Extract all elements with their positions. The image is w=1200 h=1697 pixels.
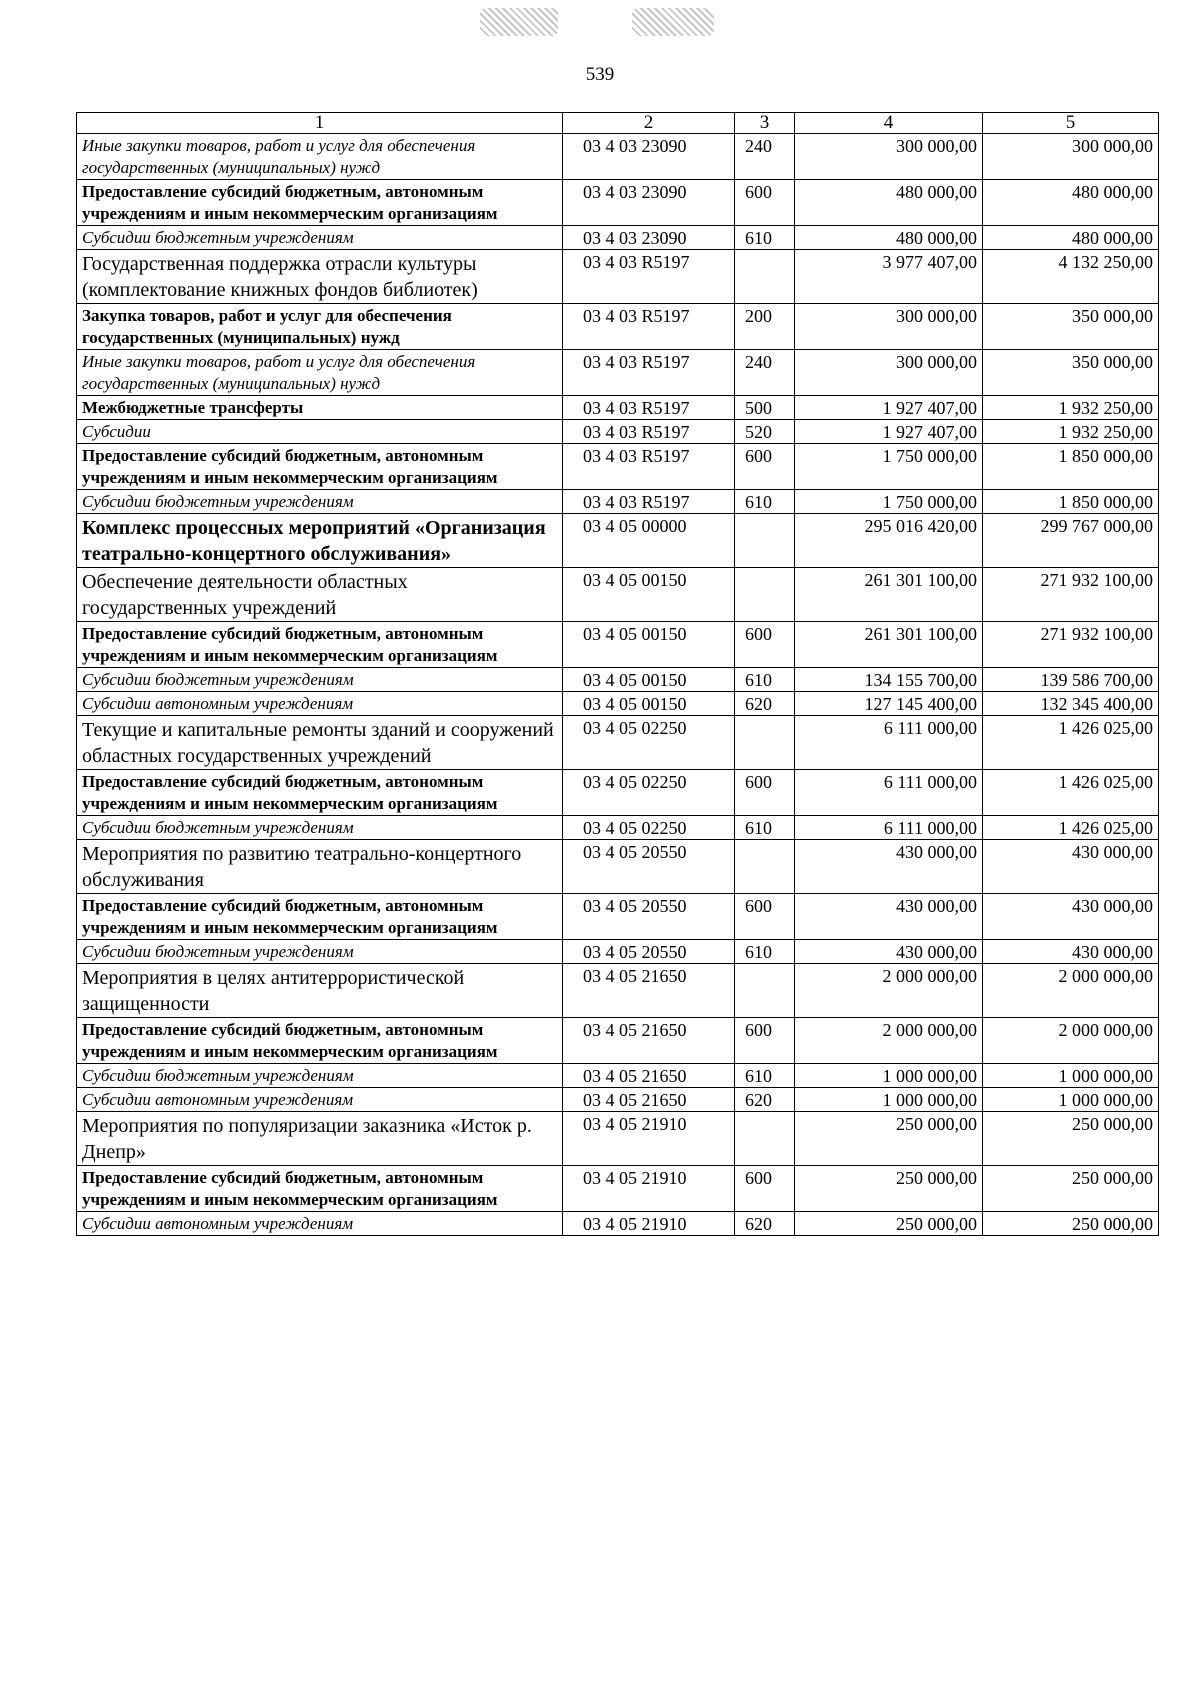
row-type-cell: 240: [735, 134, 795, 180]
row-amount-1-cell: 300 000,00: [795, 304, 983, 350]
row-code-cell: 03 4 05 20550: [563, 840, 735, 894]
table-row: [77, 350, 1159, 396]
row-type-cell: 620: [735, 1212, 795, 1236]
row-type-cell: 200: [735, 304, 795, 350]
row-type-cell: 620: [735, 692, 795, 716]
row-type-cell: 600: [735, 770, 795, 816]
row-amount-2-cell: 299 767 000,00: [983, 514, 1159, 568]
row-code-cell: 03 4 03 R5197: [563, 490, 735, 514]
row-name-cell: Субсидии автономным учреждениям: [77, 692, 563, 716]
row-amount-1-cell: 1 927 407,00: [795, 396, 983, 420]
table-row: [77, 490, 1159, 514]
row-amount-1-cell: 3 977 407,00: [795, 250, 983, 304]
row-amount-1-cell: 127 145 400,00: [795, 692, 983, 716]
row-amount-2-cell: 250 000,00: [983, 1166, 1159, 1212]
row-amount-2-cell: 480 000,00: [983, 226, 1159, 250]
column-header: 5: [983, 113, 1159, 134]
table-body: [77, 113, 1159, 1236]
row-amount-1-cell: 1 000 000,00: [795, 1064, 983, 1088]
row-amount-2-cell: 271 932 100,00: [983, 568, 1159, 622]
row-name-cell: Мероприятия в целях антитеррористической защищенности: [77, 964, 563, 1018]
row-amount-2-cell: 1 426 025,00: [983, 770, 1159, 816]
row-type-cell: 600: [735, 894, 795, 940]
row-code-cell: 03 4 05 00150: [563, 568, 735, 622]
table-row: [77, 1212, 1159, 1236]
row-amount-2-cell: 2 000 000,00: [983, 964, 1159, 1018]
row-amount-2-cell: 271 932 100,00: [983, 622, 1159, 668]
row-name-cell: Иные закупки товаров, работ и услуг для обеспечения государственных (муниципальных) нужд: [77, 134, 563, 180]
row-amount-2-cell: 1 000 000,00: [983, 1064, 1159, 1088]
table-row: [77, 964, 1159, 1018]
column-header: 4: [795, 113, 983, 134]
table-row: [77, 840, 1159, 894]
column-header: 3: [735, 113, 795, 134]
row-amount-1-cell: 250 000,00: [795, 1112, 983, 1166]
row-name-cell: Мероприятия по развитию театрально-концертного обслуживания: [77, 840, 563, 894]
row-name-cell: Субсидии бюджетным учреждениям: [77, 816, 563, 840]
row-amount-1-cell: 2 000 000,00: [795, 964, 983, 1018]
row-type-cell: 610: [735, 490, 795, 514]
row-amount-2-cell: 1 426 025,00: [983, 716, 1159, 770]
row-type-cell: 610: [735, 226, 795, 250]
table-row: [77, 1018, 1159, 1064]
row-amount-2-cell: 300 000,00: [983, 134, 1159, 180]
row-name-cell: Субсидии бюджетным учреждениям: [77, 1064, 563, 1088]
table-row: [77, 940, 1159, 964]
row-name-cell: Обеспечение деятельности областных государственных учреждений: [77, 568, 563, 622]
table-row: [77, 1064, 1159, 1088]
row-name-cell: Предоставление субсидий бюджетным, автономным учреждениям и иным некоммерческим организациям: [77, 770, 563, 816]
row-amount-2-cell: 132 345 400,00: [983, 692, 1159, 716]
row-code-cell: 03 4 05 20550: [563, 894, 735, 940]
column-header: 2: [563, 113, 735, 134]
row-amount-1-cell: 6 111 000,00: [795, 816, 983, 840]
row-type-cell: 610: [735, 940, 795, 964]
row-code-cell: 03 4 03 23090: [563, 180, 735, 226]
row-name-cell: Мероприятия по популяризации заказника «Исток р. Днепр»: [77, 1112, 563, 1166]
row-amount-1-cell: 480 000,00: [795, 226, 983, 250]
row-type-cell: [735, 568, 795, 622]
row-code-cell: 03 4 03 R5197: [563, 420, 735, 444]
row-code-cell: 03 4 05 21650: [563, 1064, 735, 1088]
row-name-cell: Субсидии бюджетным учреждениям: [77, 668, 563, 692]
row-amount-1-cell: 250 000,00: [795, 1166, 983, 1212]
row-amount-1-cell: 1 000 000,00: [795, 1088, 983, 1112]
row-code-cell: 03 4 03 R5197: [563, 396, 735, 420]
row-type-cell: [735, 250, 795, 304]
row-type-cell: 610: [735, 816, 795, 840]
row-amount-2-cell: 430 000,00: [983, 894, 1159, 940]
row-type-cell: 600: [735, 622, 795, 668]
row-code-cell: 03 4 05 02250: [563, 716, 735, 770]
row-amount-2-cell: 430 000,00: [983, 840, 1159, 894]
row-amount-2-cell: 1 850 000,00: [983, 444, 1159, 490]
row-amount-1-cell: 250 000,00: [795, 1212, 983, 1236]
row-name-cell: Субсидии бюджетным учреждениям: [77, 940, 563, 964]
row-type-cell: 600: [735, 1018, 795, 1064]
row-code-cell: 03 4 05 21650: [563, 1018, 735, 1064]
table-header-row: [77, 113, 1159, 134]
row-amount-1-cell: 480 000,00: [795, 180, 983, 226]
table-row: [77, 816, 1159, 840]
row-amount-1-cell: 261 301 100,00: [795, 568, 983, 622]
table-row: [77, 444, 1159, 490]
row-type-cell: [735, 1112, 795, 1166]
row-name-cell: Субсидии бюджетным учреждениям: [77, 226, 563, 250]
row-amount-2-cell: 250 000,00: [983, 1212, 1159, 1236]
row-type-cell: 520: [735, 420, 795, 444]
table-row: [77, 250, 1159, 304]
table-row: [77, 396, 1159, 420]
row-amount-1-cell: 430 000,00: [795, 940, 983, 964]
row-name-cell: Субсидии автономным учреждениям: [77, 1088, 563, 1112]
row-code-cell: 03 4 03 R5197: [563, 304, 735, 350]
row-type-cell: 600: [735, 180, 795, 226]
table-row: [77, 420, 1159, 444]
table-row: [77, 1112, 1159, 1166]
row-name-cell: Государственная поддержка отрасли культуры (комплектование книжных фондов библиотек): [77, 250, 563, 304]
row-amount-1-cell: 1 750 000,00: [795, 444, 983, 490]
row-name-cell: Субсидии бюджетным учреждениям: [77, 490, 563, 514]
row-amount-2-cell: 1 850 000,00: [983, 490, 1159, 514]
row-name-cell: Текущие и капитальные ремонты зданий и сооружений областных государственных учреждений: [77, 716, 563, 770]
row-name-cell: Комплекс процессных мероприятий «Организация театрально-концертного обслуживания»: [77, 514, 563, 568]
row-type-cell: [735, 964, 795, 1018]
row-code-cell: 03 4 05 21650: [563, 964, 735, 1018]
row-name-cell: Субсидии автономным учреждениям: [77, 1212, 563, 1236]
row-type-cell: [735, 514, 795, 568]
table-row: [77, 304, 1159, 350]
row-amount-2-cell: 1 426 025,00: [983, 816, 1159, 840]
row-name-cell: Закупка товаров, работ и услуг для обеспечения государственных (муниципальных) нужд: [77, 304, 563, 350]
row-amount-1-cell: 300 000,00: [795, 134, 983, 180]
row-type-cell: 610: [735, 668, 795, 692]
row-amount-2-cell: 430 000,00: [983, 940, 1159, 964]
row-type-cell: 620: [735, 1088, 795, 1112]
row-amount-1-cell: 300 000,00: [795, 350, 983, 396]
budget-table: [76, 112, 1159, 1236]
row-amount-1-cell: 295 016 420,00: [795, 514, 983, 568]
table-row: [77, 568, 1159, 622]
row-type-cell: [735, 840, 795, 894]
row-name-cell: Предоставление субсидий бюджетным, автономным учреждениям и иным некоммерческим организациям: [77, 894, 563, 940]
row-code-cell: 03 4 05 00150: [563, 692, 735, 716]
row-code-cell: 03 4 05 21910: [563, 1166, 735, 1212]
row-amount-2-cell: 480 000,00: [983, 180, 1159, 226]
row-amount-1-cell: 261 301 100,00: [795, 622, 983, 668]
row-name-cell: Предоставление субсидий бюджетным, автономным учреждениям и иным некоммерческим организациям: [77, 1018, 563, 1064]
row-code-cell: 03 4 05 00000: [563, 514, 735, 568]
table-row: [77, 668, 1159, 692]
row-code-cell: 03 4 03 R5197: [563, 350, 735, 396]
row-amount-2-cell: 250 000,00: [983, 1112, 1159, 1166]
row-amount-2-cell: 2 000 000,00: [983, 1018, 1159, 1064]
row-type-cell: 500: [735, 396, 795, 420]
row-code-cell: 03 4 03 R5197: [563, 250, 735, 304]
row-code-cell: 03 4 05 02250: [563, 816, 735, 840]
row-code-cell: 03 4 05 00150: [563, 622, 735, 668]
row-amount-2-cell: 1 932 250,00: [983, 420, 1159, 444]
table-row: [77, 692, 1159, 716]
table-row: [77, 1166, 1159, 1212]
row-amount-1-cell: 430 000,00: [795, 894, 983, 940]
row-name-cell: Предоставление субсидий бюджетным, автономным учреждениям и иным некоммерческим организациям: [77, 444, 563, 490]
row-amount-1-cell: 2 000 000,00: [795, 1018, 983, 1064]
table-row: [77, 134, 1159, 180]
row-amount-1-cell: 1 927 407,00: [795, 420, 983, 444]
row-name-cell: Предоставление субсидий бюджетным, автономным учреждениям и иным некоммерческим организациям: [77, 1166, 563, 1212]
scan-stamp-mark: [480, 8, 558, 36]
row-type-cell: 600: [735, 1166, 795, 1212]
column-header: 1: [77, 113, 563, 134]
row-name-cell: Иные закупки товаров, работ и услуг для обеспечения государственных (муниципальных) нужд: [77, 350, 563, 396]
row-amount-2-cell: 350 000,00: [983, 350, 1159, 396]
row-code-cell: 03 4 05 20550: [563, 940, 735, 964]
row-amount-2-cell: 139 586 700,00: [983, 668, 1159, 692]
row-amount-1-cell: 6 111 000,00: [795, 770, 983, 816]
table-row: [77, 622, 1159, 668]
table-row: [77, 1088, 1159, 1112]
table-row: [77, 226, 1159, 250]
row-amount-2-cell: 4 132 250,00: [983, 250, 1159, 304]
row-code-cell: 03 4 05 21910: [563, 1112, 735, 1166]
row-amount-1-cell: 430 000,00: [795, 840, 983, 894]
row-name-cell: Предоставление субсидий бюджетным, автономным учреждениям и иным некоммерческим организациям: [77, 622, 563, 668]
row-name-cell: Межбюджетные трансферты: [77, 396, 563, 420]
row-code-cell: 03 4 05 02250: [563, 770, 735, 816]
row-type-cell: [735, 716, 795, 770]
row-type-cell: 610: [735, 1064, 795, 1088]
table-row: [77, 770, 1159, 816]
table-row: [77, 180, 1159, 226]
row-amount-1-cell: 134 155 700,00: [795, 668, 983, 692]
page-number: 539: [585, 64, 615, 85]
table-row: [77, 894, 1159, 940]
row-amount-1-cell: 1 750 000,00: [795, 490, 983, 514]
scan-stamp-mark: [632, 8, 714, 36]
table-row: [77, 514, 1159, 568]
row-amount-1-cell: 6 111 000,00: [795, 716, 983, 770]
row-name-cell: Предоставление субсидий бюджетным, автономным учреждениям и иным некоммерческим организациям: [77, 180, 563, 226]
row-type-cell: 600: [735, 444, 795, 490]
row-amount-2-cell: 1 932 250,00: [983, 396, 1159, 420]
row-amount-2-cell: 1 000 000,00: [983, 1088, 1159, 1112]
row-name-cell: Субсидии: [77, 420, 563, 444]
row-code-cell: 03 4 05 00150: [563, 668, 735, 692]
row-type-cell: 240: [735, 350, 795, 396]
row-amount-2-cell: 350 000,00: [983, 304, 1159, 350]
table-row: [77, 716, 1159, 770]
row-code-cell: 03 4 03 23090: [563, 134, 735, 180]
row-code-cell: 03 4 03 R5197: [563, 444, 735, 490]
row-code-cell: 03 4 05 21650: [563, 1088, 735, 1112]
row-code-cell: 03 4 05 21910: [563, 1212, 735, 1236]
row-code-cell: 03 4 03 23090: [563, 226, 735, 250]
